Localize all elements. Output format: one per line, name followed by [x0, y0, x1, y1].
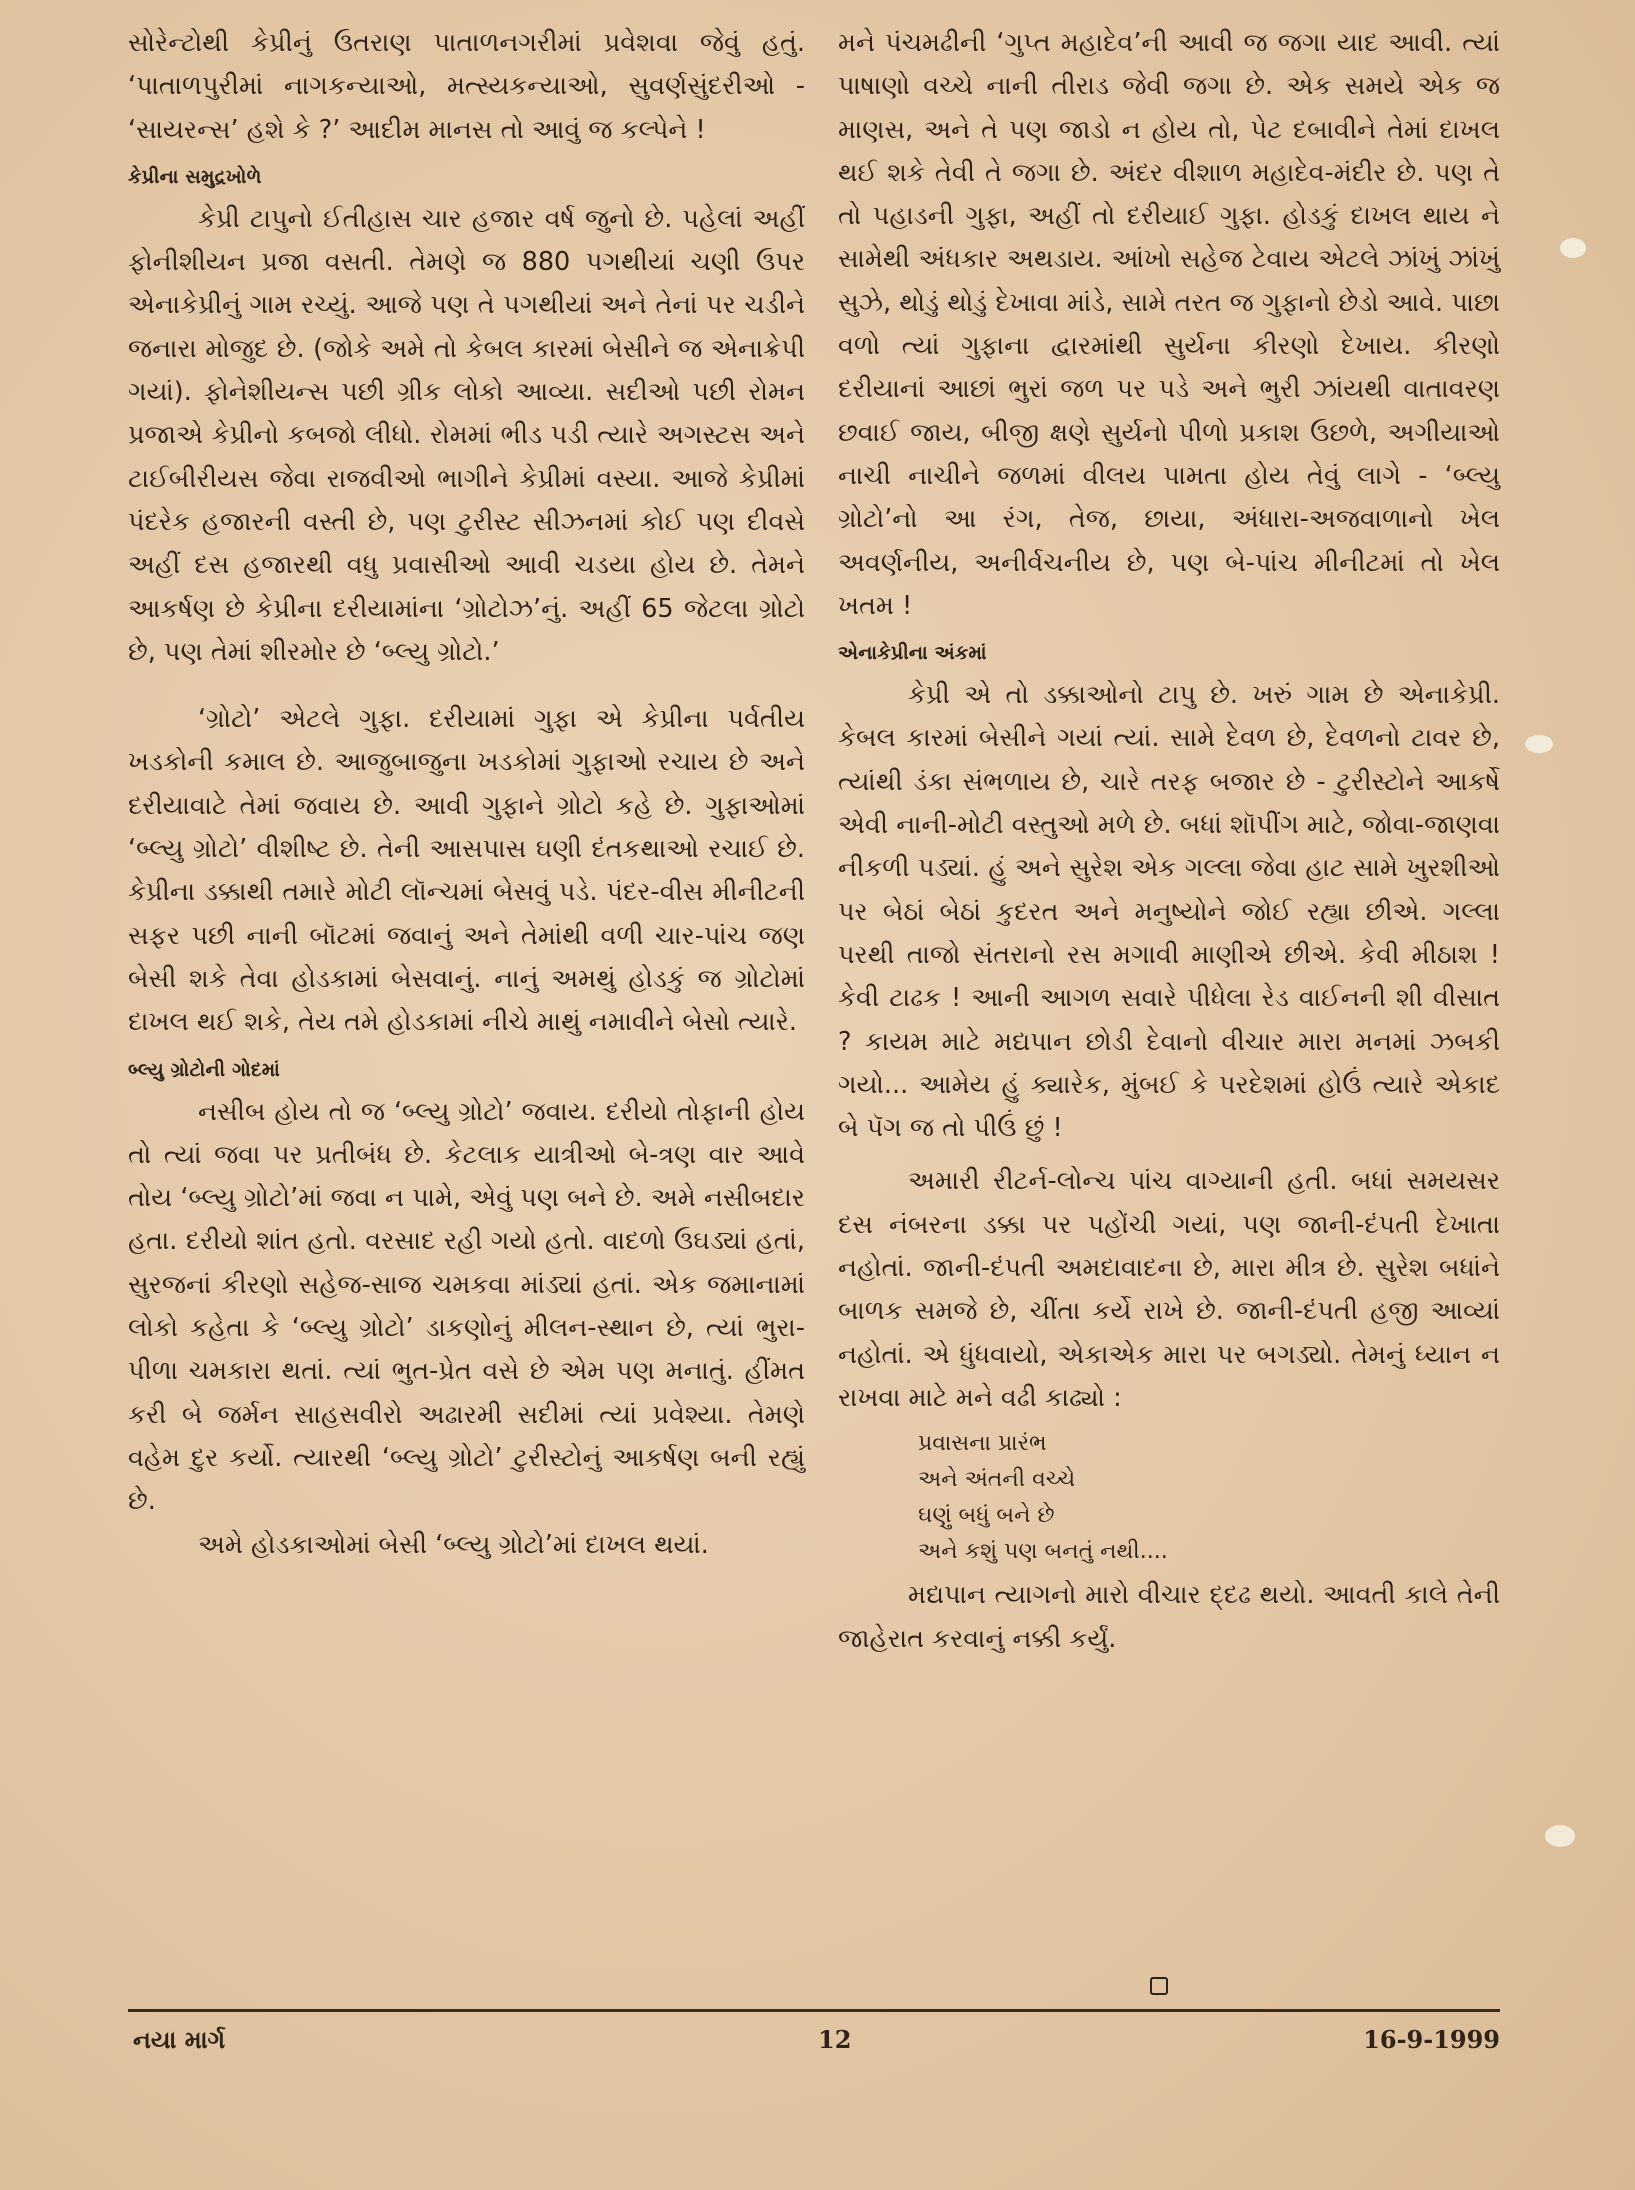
footer-divider: [128, 2009, 1500, 2012]
paper-damage-hole: [1560, 238, 1586, 258]
poem-block: [918, 1426, 1500, 1570]
section-heading-anacapri: એનાકેપ્રીના અંકમાં: [838, 642, 987, 665]
poem-line: પ્રવાસના પ્રારંભ: [918, 1431, 1047, 1457]
left-column: [128, 22, 805, 1567]
footer-magazine-name: નયા માર્ગ: [133, 2025, 226, 2054]
section-heading-blue-grotto: બ્લ્યુ ગ્રોટોની ગોદમાં: [128, 1058, 281, 1081]
poem-line: અને અંતની વચ્ચે: [918, 1467, 1076, 1493]
section-heading-capri: કેપ્રીના સમુદ્રખોળે: [128, 165, 262, 188]
right-paragraph-1: મને પંચમઢીની ‘ગુપ્ત મહાદેવ’ની આવી જ જગા યાદ આવી. ત્યાં પાષાણો વચ્ચે નાની તીરાડ જેવી જગા છે. એક સમયે એક જ માણસ, અને તે પણ જાડો ન હોય તો, પેટ દબાવીને તેમાં દાખલ થઈ શકે તેવી તે જગા છે. અંદર વીશાળ મહાદેવ-મંદીર છે. પણ તે તો પહાડની ગુફા, અહીં તો દરીયાઈ ગુફા. હોડકું દાખલ થાય ને સામેથી અંધકાર અથડાય. આંખો સહેજ ટેવાય એટલે ઝાંખું ઝાંખું સુઝે, થોડું થોડું દેખાવા માંડે, સામે તરત જ ગુફાનો છેડો આવે. પાછા વળો ત્યાં ગુફાના દ્વારમાંથી સુર્યના કીરણો દેખાય. કીરણો દરીયાનાં આછાં ભુરાં જળ પર પડે અને ભુરી ઝાંયથી વાતાવરણ છવાઈ જાય, બીજી ક્ષણે સુર્યનો પીળો પ્રકાશ ઉછળે, અગીયાઓ નાચી નાચીને જળમાં વીલય પામતા હોય તેવું લાગે - ‘બ્લ્યુ ગ્રોટો’નો આ રંગ, તેજ, છાયા, અંધારા-અજવાળાનો ખેલ અવર્ણનીય, અનીર્વચનીય છે, પણ બે-પાંચ મીનીટમાં તો ખેલ ખતમ !: [838, 28, 1500, 621]
left-paragraph-2: કેપ્રી ટાપુનો ઈતીહાસ ચાર હજાર વર્ષ જુનો છે. પહેલાં અહીં ફોનીશીયન પ્રજા વસતી. તેમણે જ 880 પગથીયાં ચણી ઉપર એનાકેપ્રીનું ગામ રચ્યું. આજે પણ તે પગથીયાં અને તેનાં પર ચડીને જનારા મોજુદ છે. (જોકે અમે તો કેબલ કારમાં બેસીને જ એનાક્રેપી ગયાં). ફોનેશીયન્સ પછી ગ્રીક લોકો આવ્યા. સદીઓ પછી રોમન પ્રજાએ કેપ્રીનો કબજો લીધો. રોમમાં ભીડ પડી ત્યારે અગસ્ટસ અને ટાઈબીરીયસ જેવા રાજવીઓ ભાગીને કેપ્રીમાં વસ્યા. આજે કેપ્રીમાં પંદરેક હજારની વસ્તી છે, પણ ટુરીસ્ટ સીઝનમાં કોઈ પણ દીવસે અહીં દસ હજારથી વધુ પ્રવાસીઓ આવી ચડયા હોય છે. તેમને આકર્ષણ છે કેપ્રીના દરીયામાંના ‘ગ્રોટોઝ’નું. અહીં 65 જેટલા ગ્રોટો છે, પણ તેમાં શીરમોર છે ‘બ્લ્યુ ગ્રોટો.’: [128, 203, 805, 667]
article-end-mark: [1150, 1977, 1168, 1995]
right-column: [838, 22, 1500, 1661]
poem-line: અને કશું પણ બનતું નથી....: [918, 1539, 1168, 1565]
footer-date: 16-9-1999: [1363, 2025, 1500, 2054]
poem-line: ઘણું બધું બને છે: [918, 1503, 1055, 1529]
right-paragraph-4: મદ્યપાન ત્યાગનો મારો વીચાર દ્દઢ થયો. આવતી કાલે તેની જાહેરાત કરવાનું નક્કી કર્યું.: [838, 1580, 1500, 1654]
left-paragraph-4: નસીબ હોય તો જ ‘બ્લ્યુ ગ્રોટો’ જવાય. દરીયો તોફાની હોય તો ત્યાં જવા પર પ્રતીબંધ છે. કેટલાક યાત્રીઓ બે-ત્રણ વાર આવે તોય ‘બ્લ્યુ ગ્રોટો’માં જવા ન પામે, એવું પણ બને છે. અમે નસીબદાર હતા. દરીયો શાંત હતો. વરસાદ રહી ગયો હતો. વાદળો ઉઘડ્યાં હતાં, સુરજનાં કીરણો સહેજ-સાજ ચમકવા માંડ્યાં હતાં. એક જમાનામાં લોકો કહેતા કે ‘બ્લ્યુ ગ્રોટો’ ડાકણોનું મીલન-સ્થાન છે, ત્યાં ભુરા-પીળા ચમકારા થતાં. ત્યાં ભુત-પ્રેત વસે છે એમ પણ મનાતું. હીંમત કરી બે જર્મન સાહસવીરો અઢારમી સદીમાં ત્યાં પ્રવેશ્યા. તેમણે વહેમ દુર કર્યો. ત્યારથી ‘બ્લ્યુ ગ્રોટો’ ટુરીસ્ટોનું આકર્ષણ બની રહ્યું છે.: [128, 1096, 805, 1517]
left-paragraph-5: અમે હોડકાઓમાં બેસી ‘બ્લ્યુ ગ્રોટો’માં દાખલ થયાં.: [198, 1529, 709, 1560]
right-paragraph-3: અમારી રીટર્ન-લોન્ચ પાંચ વાગ્યાની હતી. બધાં સમયસર દસ નંબરના ડક્કા પર પહોંચી ગયાં, પણ જાની-દંપતી દેખાતા નહોતાં. જાની-દંપતી અમદાવાદના છે, મારા મીત્ર છે. સુરેશ બધાંને બાળક સમજે છે, ચીંતા કર્યે રાખે છે. જાની-દંપતી હજી આવ્યાં નહોતાં. એ ધુંધવાયો, એકાએક મારા પર બગડ્યો. તેમનું ધ્યાન ન રાખવા માટે મને વઢી કાઢ્યો :: [838, 1166, 1500, 1413]
footer-page-number: 12: [818, 2025, 852, 2054]
paper-damage-hole: [1545, 1825, 1575, 1847]
left-paragraph-1: સોરેન્ટોથી કેપ્રીનું ઉતરાણ પાતાળનગરીમાં પ્રવેશવા જેવું હતું. ‘પાતાળપુરીમાં નાગકન્યાઓ, મત્સ્યકન્યાઓ, સુવર્ણસુંદરીઓ - ‘સાયરન્સ’ હશે કે ?’ આદીમ માનસ તો આવું જ કલ્પેને !: [128, 28, 805, 145]
paper-damage-hole: [1525, 735, 1553, 753]
left-paragraph-3: ‘ગ્રોટો’ એટલે ગુફા. દરીયામાં ગુફા એ કેપ્રીના પર્વતીય ખડકોની કમાલ છે. આજુબાજુના ખડકોમાં ગુફાઓ રચાય છે અને દરીયાવાટે તેમાં જવાય છે. આવી ગુફાને ગ્રોટો કહે છે. ગુફાઓમાં ‘બ્લ્યુ ગ્રોટો’ વીશીષ્ટ છે. તેની આસપાસ ઘણી દંતકથાઓ રચાઈ છે. કેપ્રીના ડક્કાથી તમારે મોટી લૉન્ચમાં બેસવું પડે. પંદર-વીસ મીનીટની સફર પછી નાની બૉટમાં જવાનું અને તેમાંથી વળી ચાર-પાંચ જણ બેસી શકે તેવા હોડકામાં બેસવાનું. નાનું અમથું હોડકું જ ગ્રોટોમાં દાખલ થઈ શકે, તેય તમે હોડકામાં નીચે માથું નમાવીને બેસો ત્યારે.: [128, 704, 805, 1038]
right-paragraph-2: કેપ્રી એ તો ડક્કાઓનો ટાપુ છે. ખરું ગામ છે એનાકેપ્રી. કેબલ કારમાં બેસીને ગયાં ત્યાં. સામે દેવળ છે, દેવળનો ટાવર છે, ત્યાંથી ડંકા સંભળાય છે, ચારે તરફ બજાર છે - ટુરીસ્ટોને આકર્ષે એવી નાની-મોટી વસ્તુઓ મળે છે. બધાં શૉપીંગ માટે, જોવા-જાણવા નીકળી પડ્યાં. હું અને સુરેશ એક ગલ્લા જેવા હાટ સામે ખુરશીઓ પર બેઠાં બેઠાં કુદરત અને મનુષ્યોને જોઈ રહ્યા છીએ. ગલ્લા પરથી તાજો સંતરાનો રસ મગાવી માણીએ છીએ. કેવી મીઠાશ ! કેવી ટાઢક ! આની આગળ સવારે પીધેલા રેડ વાઈનની શી વીસાત ? કાયમ માટે મદ્યપાન છોડી દેવાનો વીચાર મારા મનમાં ઝબકી ગયો... આમેય હું ક્યારેક, મુંબઈ કે પરદેશમાં હોઉં ત્યારે એકાદ બે પૅગ જ તો પીઉં છું !: [838, 680, 1500, 1144]
